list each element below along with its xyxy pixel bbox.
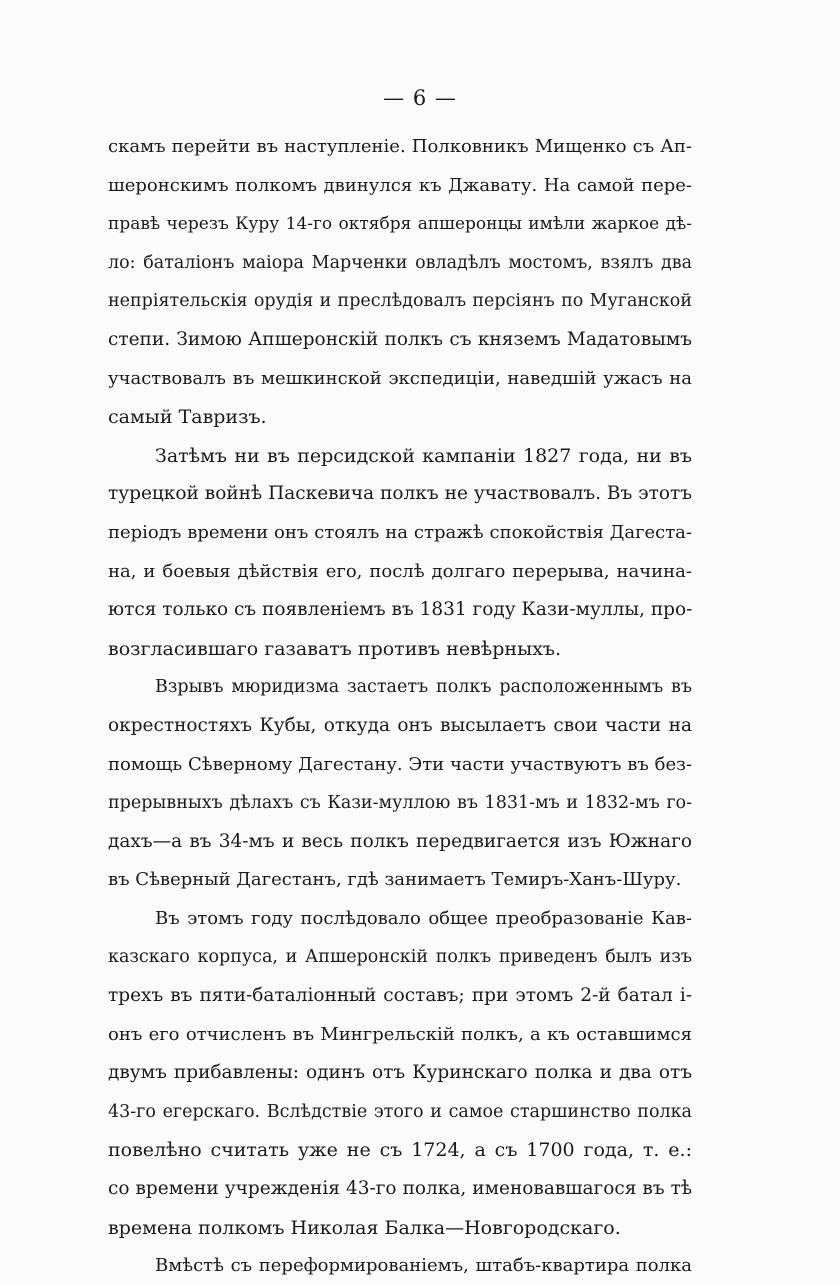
text-line: трехъ въ пяти-баталіонный составъ; при этомъ 2-й батал і-	[108, 985, 692, 1007]
paragraph	[108, 900, 692, 1247]
text-line: шеронскимъ полкомъ двинулся къ Джавату. На самой пере-	[108, 174, 692, 196]
page-number: — 6 —	[383, 86, 457, 110]
text-line: въ Сѣверный Дагестанъ, гдѣ занимаетъ Темиръ-Ханъ-Шуру.	[108, 869, 682, 891]
text-line: времена полкомъ Николая Балка—Новгородскаго.	[108, 1216, 621, 1239]
text-line: казскаго корпуса, и Апшеронскій полкъ приведенъ былъ изъ	[108, 947, 692, 968]
text-line: Взрывъ мюридизма застаетъ полкъ расположеннымъ въ	[155, 677, 692, 698]
text-line: повелѣно считать уже не съ 1724, а съ 1700 года, т. е.:	[108, 1139, 692, 1162]
text-line: ло: баталіонъ маіора Марченки овладѣлъ мостомъ, взялъ два	[108, 252, 692, 273]
text-line: со времени учрежденія 43-го полка, именовавшагося въ тѣ	[108, 1178, 692, 1200]
text-line: помощь Сѣверному Дагестану. Эти части участвуютъ въ без-	[108, 753, 692, 775]
text-line: двумъ прибавлены: одинъ отъ Куринскаго полка и два отъ	[108, 1062, 692, 1084]
text-line: Затѣмъ ни въ персидской кампаніи 1827 года, ни въ	[155, 444, 692, 467]
paragraph	[108, 1247, 692, 1286]
text-line: ются только съ появленіемъ въ 1831 году Кази-муллы, про-	[108, 599, 693, 621]
text-line: Вмѣстѣ съ переформированіемъ, штабъ-квартира полка	[155, 1255, 692, 1277]
text-line: на, и боевыя дѣйствія его, послѣ долгаго перерыва, начина-	[108, 560, 692, 582]
text-line: степи. Зимою Апшеронскій полкъ съ княземъ Мадатовымъ	[108, 328, 692, 350]
paragraph	[108, 668, 692, 900]
text-line: окрестностяхъ Кубы, откуда онъ высылаетъ свои части на	[108, 714, 692, 736]
text-line: періодъ времени онъ стоялъ на стражѣ спокойствія Дагеста-	[108, 521, 692, 543]
text-line: участвовалъ въ мешкинской экспедиціи, наведшій ужасъ на	[108, 367, 692, 389]
text-line: 43-го егерскаго. Вслѣдствіе этого и самое старшинство полка	[108, 1101, 692, 1122]
text-line: Въ этомъ году послѣдовало общее преобразованіе Кав-	[155, 907, 692, 929]
text-line: онъ его отчисленъ въ Мингрельскій полкъ, а къ оставшимся	[108, 1023, 692, 1045]
text-line: турецкой войнѣ Паскевича полкъ не участвовалъ. Въ этотъ	[108, 483, 692, 505]
text-line: правѣ черезъ Куру 14-го октября апшеронцы имѣли жаркое дѣ-	[108, 214, 692, 235]
text-line: прерывныхъ дѣлахъ съ Кази-муллою въ 1831-мъ и 1832-мъ го-	[108, 793, 692, 814]
text-line: возгласившаго газаватъ противъ невѣрныхъ.	[108, 637, 562, 660]
paragraph	[108, 437, 692, 669]
text-line: дахъ—а въ 34-мъ и весь полкъ передвигается изъ Южнаго	[108, 830, 692, 852]
body-text	[108, 128, 692, 1286]
paragraph	[108, 128, 692, 437]
text-line: непріятельскія орудія и преслѣдовалъ персіянъ по Муганской	[108, 291, 692, 312]
text-line: скамъ перейти въ наступленіе. Полковникъ Мищенко съ Ап-	[108, 136, 692, 157]
text-line: самый Тавризъ.	[108, 406, 267, 429]
